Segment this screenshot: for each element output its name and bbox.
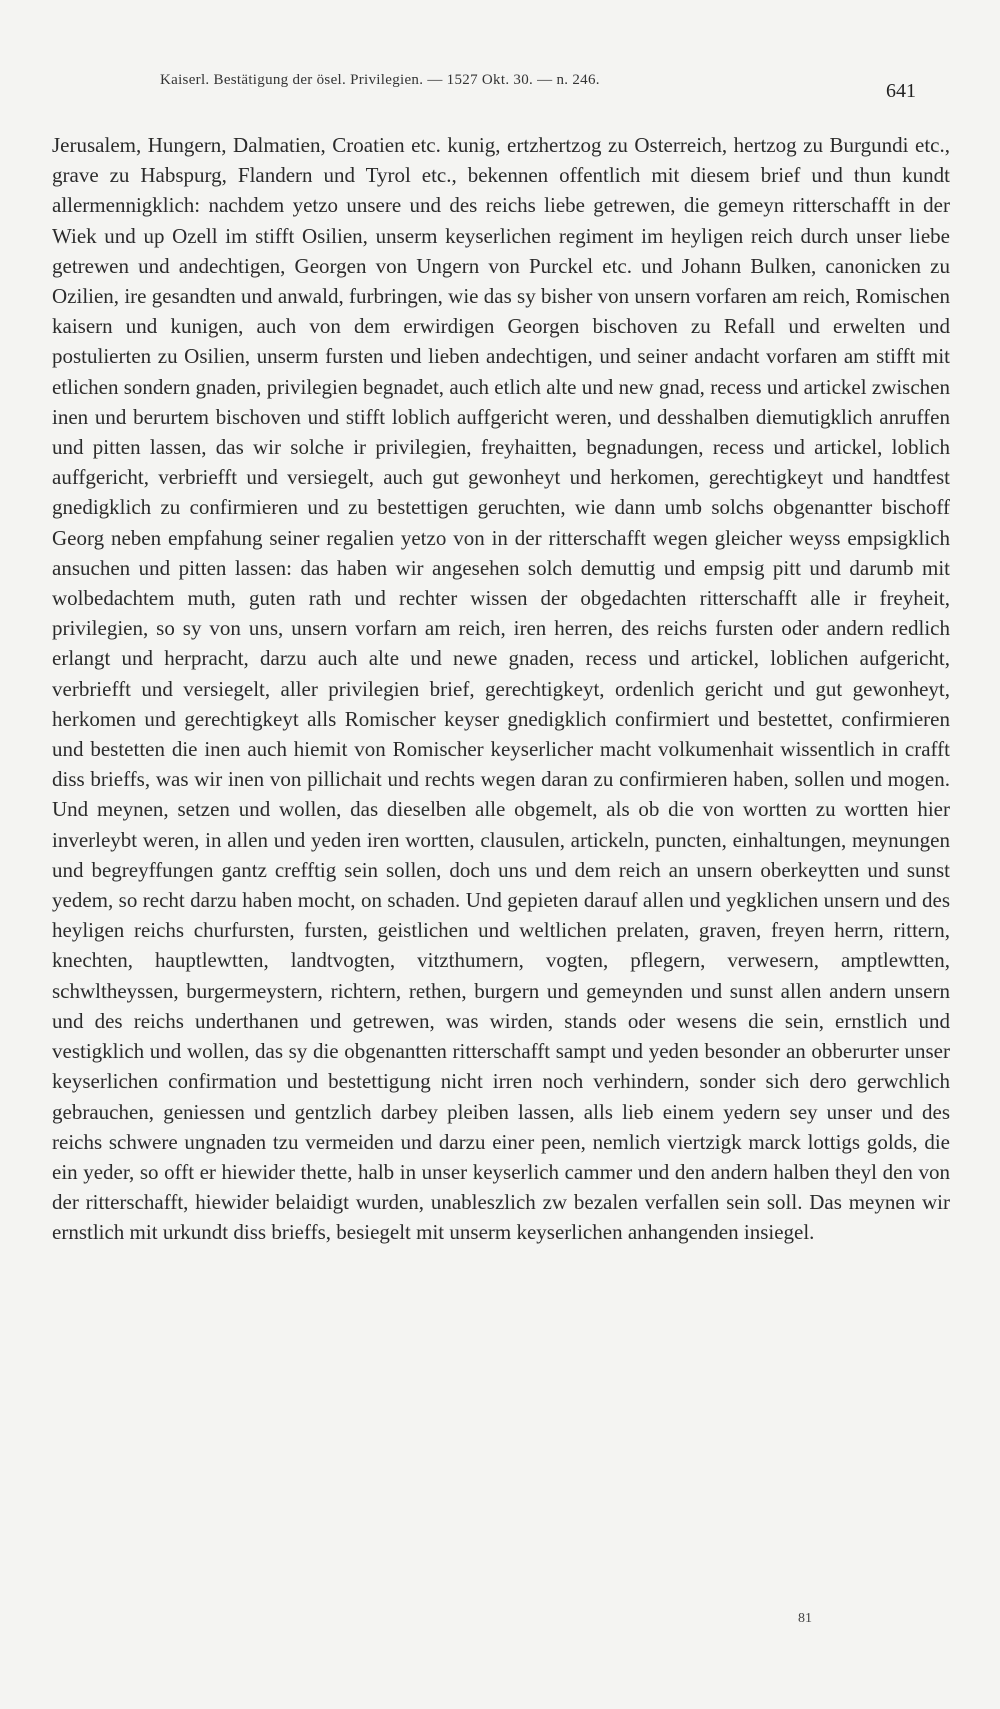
signature-mark: 81 bbox=[798, 1611, 812, 1626]
page-number: 641 bbox=[886, 80, 916, 102]
running-header: Kaiserl. Bestätigung der ösel. Privilegien. — 1527 Okt. 30. — n. 246. bbox=[160, 72, 600, 88]
body-text bbox=[52, 130, 950, 1248]
main-paragraph: Jerusalem, Hungern, Dalmatien, Croatien etc. kunig, ertzhertzog zu Osterreich, hertzog zu Burgundi etc., grave zu Habspurg, Flandern und Tyrol etc., bekennen offentlich mit diesem brief und thun kundt allermennigklich: nachdem yetzo unsere und des reichs liebe getrewen, die gemeyn ritterschafft in der Wiek und up Ozell im stifft Osilien, unserm keyserlichen regiment im heyligen reich durch unser liebe getrewen und andechtigen, Georgen von Ungern von Purckel etc. und Johann Bulken, canonicken zu Ozilien, ire gesandten und anwald, furbringen, wie das sy bisher von unsern vorfaren am reich, Romischen kaisern und kunigen, auch von dem erwirdigen Georgen bischoven zu Refall und erwelten und postulierten zu Osilien, unserm fursten und lieben andechtigen, und seiner andacht vorfaren am stifft mit etlichen sondern gnaden, privilegien begnadet, auch etlich alte und new gnad, recess und artickel zwischen inen und berurtem bischoven und stifft loblich auffgericht weren, und desshalben diemutigklich anruffen und pitten lassen, das wir solche ir privilegien, freyhaitten, begnadungen, recess und artickel, loblich auffgericht, verbriefft und versiegelt, auch gut gewonheyt und herkomen, gerechtigkeyt und handtfest gnedigklich zu confirmieren und zu bestettigen geruchten, wie dann umb solchs obgenantter bischoff Georg neben empfahung seiner regalien yetzo von in der ritterschafft wegen gleicher weyss empsigklich ansuchen und pitten lassen: das haben wir angesehen solch demuttig und empsig pitt und darumb mit wolbedachtem muth, guten rath und rechter wissen der obgedachten ritterschafft alle ir freyheit, privilegien, so sy von uns, unsern vorfarn am reich, iren herren, des reichs fursten oder andern redlich erlangt und herpracht, darzu auch alte und newe gnaden, recess und artickel, loblichen aufgericht, verbriefft und versiegelt, aller privilegien brief, gerechtigkeyt, ordenlich gericht und gut gewonheyt, herkomen und gerechtigkeyt alls Romischer keyser gnedigklich confirmiert und bestettet, confirmieren und bestetten die inen auch hiemit von Romischer keyserlicher macht volkumenhait wissentlich in crafft diss brieffs, was wir inen von pillichait und rechts wegen daran zu confirmieren haben, sollen und mogen. Und meynen, setzen und wollen, das dieselben alle obgemelt, als ob die von wortten zu wortten hier inverleybt weren, in allen und yeden iren wortten, clausulen, artickeln, puncten, einhaltungen, meynungen und begreyffungen gantz crefftig sein sollen, doch uns und dem reich an unsern oberkeytten und sunst yedem, so recht darzu haben mocht, on schaden. Und gepieten darauf allen und yegklichen unsern und des heyligen reichs churfursten, fursten, geistlichen und weltlichen prelaten, graven, freyen herrn, rittern, knechten, hauptlewtten, landtvogten, vitzthumern, vogten, pflegern, verwesern, amptlewtten, schwltheyssen, burgermeystern, richtern, rethen, burgern und gemeynden und sunst allen andern unsern und des reichs underthanen und getrewen, was wirden, stands oder wesens die sein, ernstlich und vestigklich und wollen, das sy die obgenantten ritterschafft sampt und yeden besonder an obberurter unser keyserlichen confirmation und bestettigung nicht irren noch verhindern, sonder sich dero gerwchlich gebrauchen, geniessen und gentzlich darbey pleiben lassen, alls lieb einem yedern sey unser und des reichs schwere ungnaden tzu vermeiden und darzu einer peen, nemlich viertzigk marck lottigs golds, die ein yeder, so offt er hiewider thette, halb in unser keyserlich cammer und den andern halben theyl den von der ritterschafft, hiewider belaidigt wurden, unableszlich zw bezalen verfallen sein soll. Das meynen wir ernstlich mit urkundt diss brieffs, besiegelt mit unserm keyserlichen anhangenden insiegel. bbox=[52, 133, 950, 1245]
